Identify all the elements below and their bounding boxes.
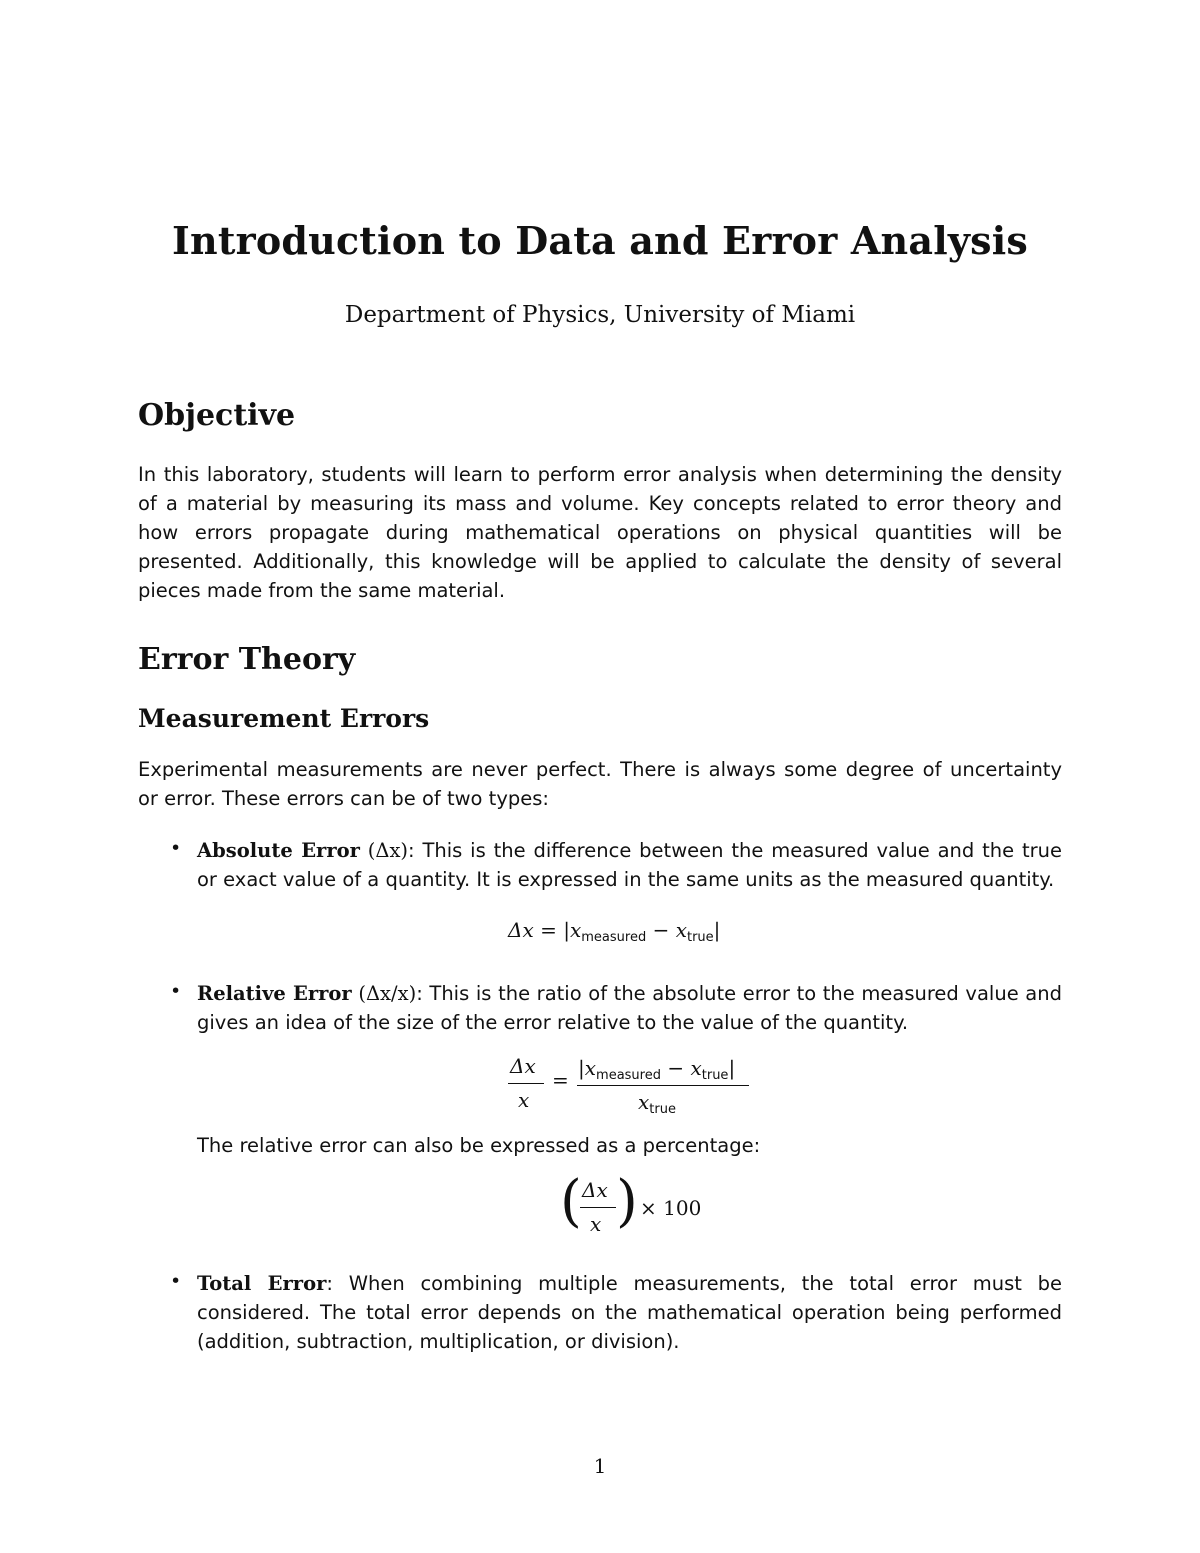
eq3-numerator [582, 1178, 608, 1202]
relative-error-text: : This is the ratio of the absolute error to the measured value and gives an idea of the size of the error relative to the value of the quantity. [197, 982, 1062, 1034]
eq3-paren-right: ) [616, 1169, 638, 1234]
eq1-sub-true: true [686, 930, 714, 945]
eq1-delta-x: Δx [508, 918, 534, 942]
eq2-x-true: x [690, 1056, 702, 1080]
eq2-denominator-right [638, 1090, 676, 1117]
objective-paragraph: In this laboratory, students will learn to perform error analysis when determining the density of a material by measuring its mass and volume. Key concepts related to error theory and how errors propagate during mathematical operations on physical quantities will be presented. Additionally, this knowledge will be applied to calculate the density of several pieces made from the same material. [138, 463, 1062, 602]
eq3-times-100: × 100 [640, 1196, 702, 1220]
total-error-term: Total Error [197, 1272, 327, 1295]
total-error-item [197, 1269, 1062, 1356]
relative-error-item [197, 979, 1062, 1037]
total-error-text: : When combining multiple measurements, the total error must be considered. The total error depends on the mathematical operation being performed (addition, subtraction, multiplication, or division). [197, 1272, 1063, 1353]
eq1-abs-close: | [713, 918, 721, 942]
eq3-x: x [590, 1212, 602, 1236]
eq1-x-true: x [675, 918, 687, 942]
eq2-x-meas: x [584, 1056, 597, 1080]
error-theory-heading: Error Theory [138, 642, 356, 677]
eq2-numerator-right [578, 1056, 735, 1083]
eq2-x: x [518, 1088, 530, 1112]
bullet-icon: • [170, 1270, 182, 1292]
eq2-sub-true-denom: true [649, 1102, 676, 1117]
relative-error-symbol: (Δx/x) [358, 982, 417, 1005]
absolute-error-symbol: (Δx) [367, 839, 409, 862]
eq3-delta-x: Δx [582, 1178, 608, 1202]
eq2-sub-measured: measured [596, 1068, 661, 1083]
eq1-abs-open: | [563, 918, 570, 942]
objective-heading: Objective [138, 398, 296, 433]
eq2-fraction-bar-right [577, 1085, 749, 1086]
absolute-error-term: Absolute Error [197, 839, 360, 862]
document-title: Introduction to Data and Error Analysis [172, 218, 1028, 263]
eq2-denominator-left [518, 1088, 529, 1112]
eq2-abs-open: | [578, 1056, 585, 1080]
relative-error-term: Relative Error [197, 982, 352, 1005]
eq3-denominator [590, 1212, 601, 1236]
eq2-equals: = [552, 1068, 569, 1092]
eq1-equals: = [540, 918, 557, 942]
eq2-numerator-left [510, 1054, 536, 1078]
document-affiliation: Department of Physics, University of Miami [344, 302, 856, 328]
percentage-note: The relative error can also be expressed as a percentage: [197, 1134, 761, 1157]
eq1-x: x [569, 918, 582, 942]
eq2-abs-close: | [728, 1056, 736, 1080]
eq1-minus: − [652, 918, 670, 942]
eq1-sub-measured: measured [581, 930, 647, 945]
bullet-icon: • [170, 837, 182, 859]
eq2-delta-x: Δx [510, 1054, 536, 1078]
bullet-icon: • [170, 980, 182, 1002]
measurement-errors-heading: Measurement Errors [138, 704, 430, 733]
absolute-error-equation [508, 918, 720, 945]
eq3-paren-left: ( [560, 1169, 582, 1234]
eq2-minus: − [667, 1056, 685, 1080]
eq2-x-denom: x [638, 1090, 650, 1114]
eq2-sub-true: true [701, 1068, 729, 1083]
eq3-fraction-bar [580, 1207, 616, 1208]
eq2-fraction-bar-left [508, 1083, 544, 1084]
absolute-error-text: : This is the difference between the measured value and the true or exact value of a quantity. It is expressed in the same units as the measured quantity. [197, 839, 1063, 891]
measurement-errors-intro: Experimental measurements are never perfect. There is always some degree of uncertainty or error. These errors can be of two types: [138, 758, 1062, 810]
absolute-error-item [197, 836, 1062, 894]
page-number: 1 [593, 1454, 607, 1478]
